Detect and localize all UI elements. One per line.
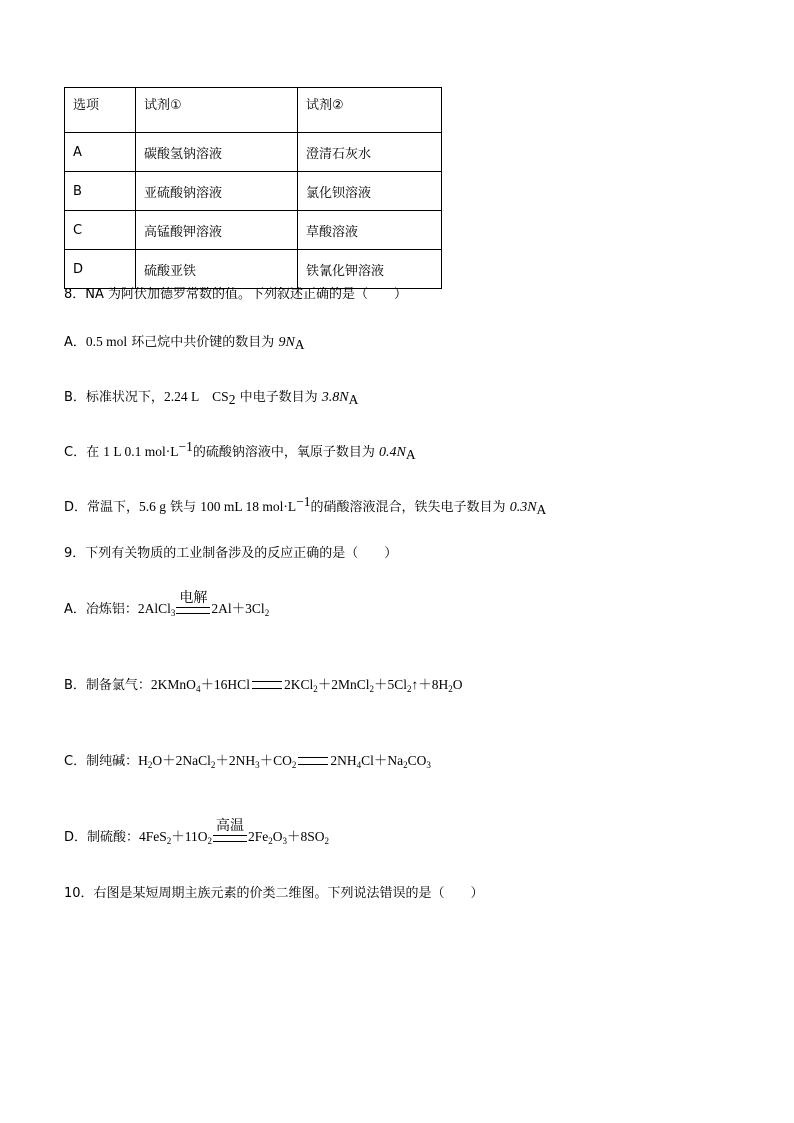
table-cell: 铁氰化钾溶液	[298, 250, 442, 289]
table-cell: 试剂①	[136, 88, 298, 133]
table-cell: 澄清石灰水	[298, 133, 442, 172]
avogadro-symbol: N	[285, 335, 295, 350]
table-cell: 亚硫酸钠溶液	[136, 172, 298, 211]
option-text: 的硫酸钠溶液中，氧原子数目为	[192, 445, 379, 460]
q9-option-d: D．制硫酸：$4FeS_2+11O_2$ 高温 $2Fe_2O_3+8SO_2$	[64, 818, 330, 846]
table-cell: C	[65, 211, 136, 250]
q8-option-c: C．在 1 L 0.1 $mol\cdot L^{-1}$的硫酸钠溶液中，氧原子数目为 $0.4N_A$	[64, 439, 416, 462]
amount: 0.5 mol	[85, 334, 128, 349]
equation: 2KMnO$_4$＋16HCl $2KCl_2+2MnCl_2+5Cl_2↑+8H_2O$	[150, 677, 463, 694]
table-cell: 草酸溶液	[298, 211, 442, 250]
coefficient: 9	[278, 335, 286, 350]
question-8-stem: 8．NA 为阿伏加德罗常数的值。下列叙述正确的是（ ）	[64, 287, 408, 302]
table-cell: D	[65, 250, 136, 289]
q9-option-b	[64, 676, 463, 695]
avogadro-symbol: N	[396, 445, 406, 460]
coefficient: 3.8	[321, 390, 340, 405]
table-row	[65, 211, 442, 250]
option-label: A．	[64, 335, 86, 350]
reaction-condition: 高温	[213, 834, 247, 841]
option-text: 环己烷中共价键的数目为	[127, 335, 279, 350]
table-cell: A	[65, 133, 136, 172]
equation: $4FeS_2+11O_2$	[139, 829, 213, 846]
mass: 5.6 g	[139, 499, 167, 514]
table-cell: 高锰酸钾溶液	[136, 211, 298, 250]
table-row	[65, 133, 442, 172]
table-cell: 硫酸亚铁	[136, 250, 298, 289]
option-label: A．冶炼铝：	[64, 602, 138, 617]
option-text: 的硝酸溶液混合，铁失电子数目为	[310, 500, 510, 515]
reagent-table	[64, 87, 442, 289]
question-9-stem: 9．下列有关物质的工业制备涉及的反应正确的是（ ）	[64, 546, 398, 561]
coefficient: 0.4	[378, 445, 397, 460]
reaction-condition: 电解	[176, 606, 210, 613]
concentration: 1 L 0.1 mol·L	[103, 444, 179, 459]
table-cell: 碳酸氢钠溶液	[136, 133, 298, 172]
coefficient: 0.3	[509, 500, 528, 515]
q9-option-c	[64, 752, 431, 771]
option-label: D．	[64, 500, 88, 515]
avogadro-subscript: A	[294, 337, 305, 352]
option-text: 标准状况下，	[85, 390, 164, 405]
avogadro-symbol: N	[527, 500, 537, 515]
q9-option-a: A．冶炼铝：2AlCl$_3$ 电解 $2Al+3Cl_2$	[64, 590, 270, 618]
option-text: 铁与	[166, 500, 201, 515]
q8-option-b: B．标准状况下，2.24 L $CS_2$ 中电子数目为 $3.8N_A$	[64, 389, 359, 407]
table-cell: 选项	[65, 88, 136, 133]
equation: $H_2O+2NaCl_2+2NH_3+CO_2$ $2NH_4Cl+Na_2CO_3$	[138, 753, 431, 770]
option-text: 在	[86, 445, 104, 460]
formula: 2.24 L CS	[163, 389, 229, 404]
table-row	[65, 250, 442, 289]
q8-option-d: D．常温下，5.6 g 铁与 100 mL 18 $mol\cdot L^{-1}$的硝酸溶液混合，铁失电子数目为 $0.3N_A$	[64, 494, 547, 517]
option-text: 中电子数目为	[235, 390, 322, 405]
option-label: B．	[64, 390, 86, 405]
option-label: C．制纯碱：	[64, 754, 139, 769]
equation: 2AlCl$_3$	[137, 601, 176, 618]
option-text: 常温下，	[87, 500, 140, 515]
option-label: D．制硫酸：	[64, 830, 140, 845]
option-label: B．制备氯气：	[64, 678, 151, 693]
question-10-stem: 10．右图是某短周期主族元素的价类二维图。下列说法错误的是（ ）	[64, 886, 484, 901]
table-cell: 氯化钡溶液	[298, 172, 442, 211]
table-cell: 试剂②	[298, 88, 442, 133]
table-cell: B	[65, 172, 136, 211]
concentration: 100 mL 18 mol·L	[200, 499, 297, 514]
option-label: C．	[64, 445, 87, 460]
q8-option-a	[64, 333, 305, 352]
table-row	[65, 172, 442, 211]
table-header-row	[65, 88, 442, 133]
avogadro-symbol: N	[339, 390, 349, 405]
